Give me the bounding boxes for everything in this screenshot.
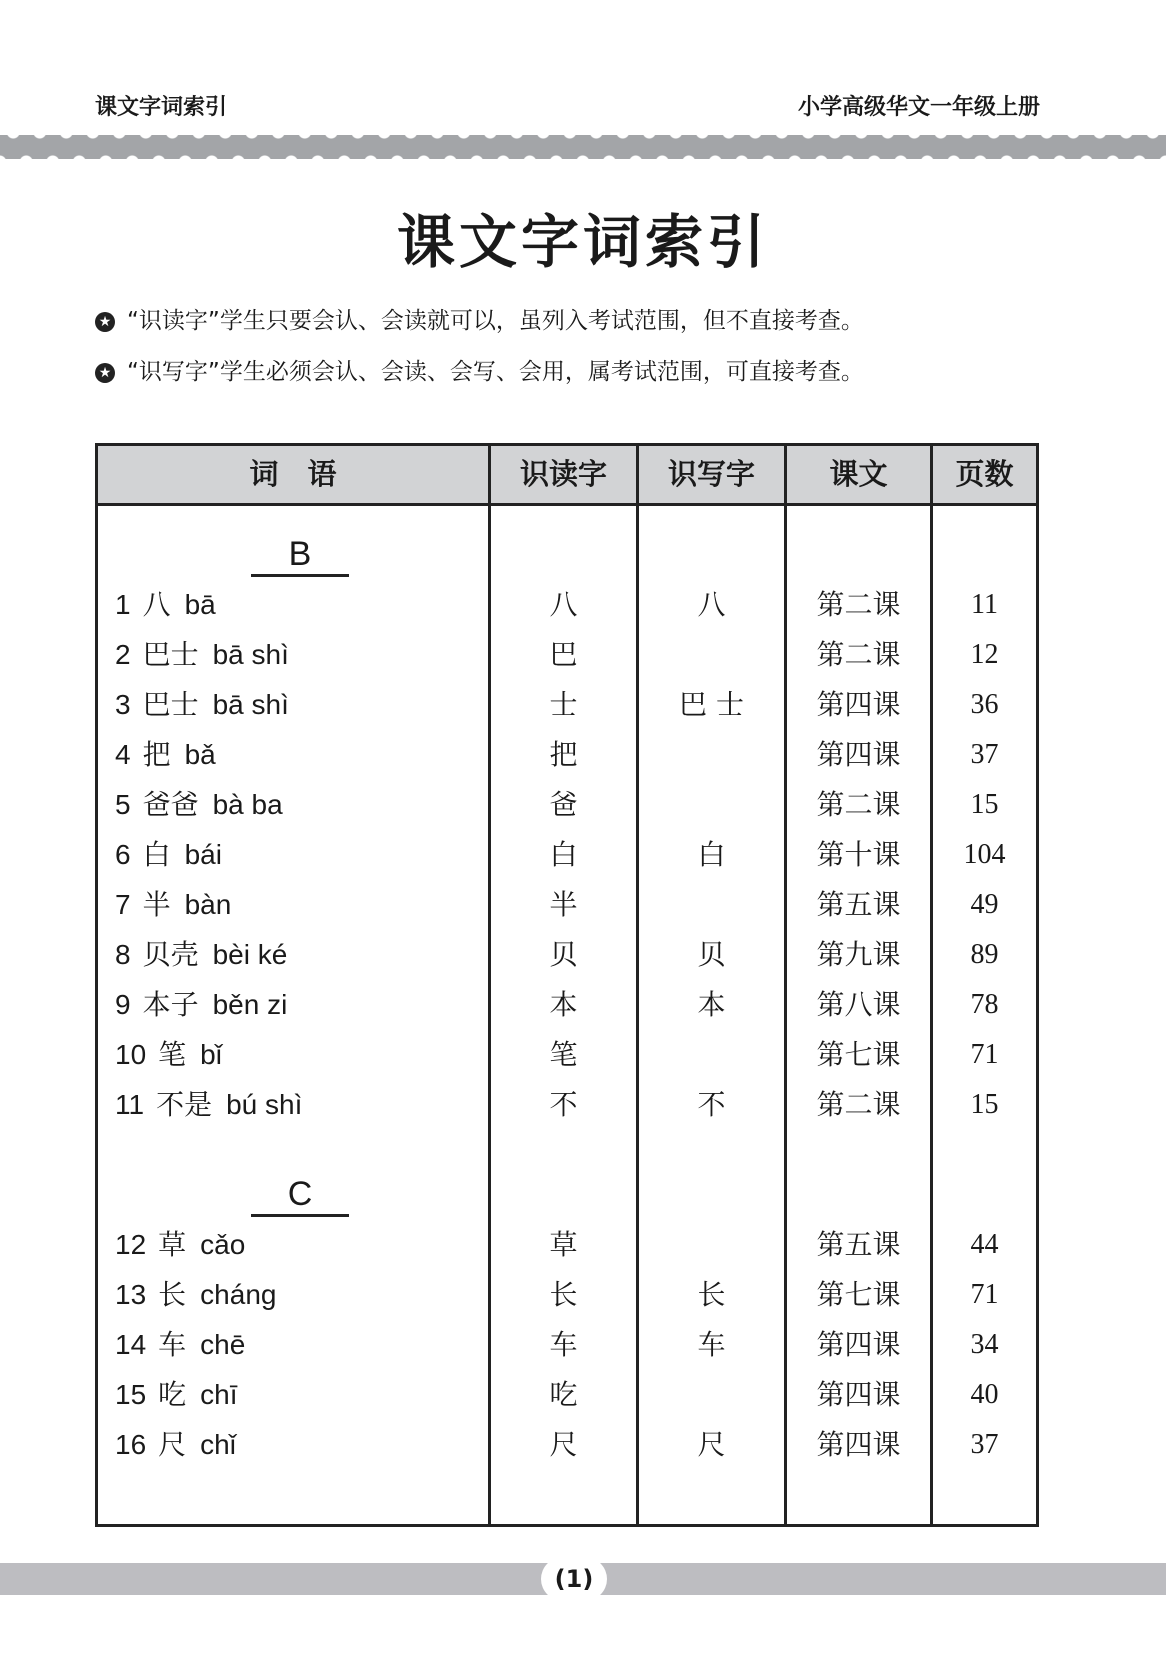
reading-char-cell: 本 (549, 988, 578, 1021)
word-cell (115, 580, 216, 630)
reading-char-cell: 爸 (549, 788, 578, 821)
col-header-writing-chars: 识写字 (667, 457, 755, 491)
table-row (98, 880, 1036, 930)
section-heading (98, 1130, 1036, 1220)
table-header (98, 446, 1036, 506)
lesson-cell: 第十课 (816, 838, 901, 871)
reading-char-cell: 巴 (549, 638, 578, 671)
entry-word: 笔 (158, 1038, 187, 1071)
writing-char-cell: 车 (697, 1328, 726, 1361)
entry-word: 不是 (156, 1088, 213, 1121)
entry-number: 1 (115, 589, 131, 620)
entry-pinyin: cháng (200, 1279, 277, 1310)
table-row (98, 1270, 1036, 1320)
word-index-table (95, 443, 1039, 1527)
entry-number: 5 (115, 789, 131, 820)
entry-pinyin: chī (200, 1379, 238, 1410)
entry-pinyin: bǎ (184, 739, 216, 770)
entry-pinyin: chǐ (200, 1429, 236, 1460)
word-cell (115, 1030, 222, 1080)
section-letter: C (251, 1174, 349, 1217)
word-cell (115, 630, 289, 680)
word-cell (115, 780, 283, 830)
note-writing-chars (95, 353, 864, 386)
entry-word: 草 (158, 1228, 187, 1261)
table-row (98, 1080, 1036, 1130)
table-row (98, 1220, 1036, 1270)
entry-pinyin: bèi ké (212, 939, 288, 970)
entry-pinyin: chē (200, 1329, 246, 1360)
entry-pinyin: bā (184, 589, 216, 620)
decorative-wave-band (0, 135, 1166, 159)
lesson-cell: 第二课 (816, 1088, 901, 1121)
entry-word: 尺 (158, 1428, 187, 1461)
word-cell (115, 980, 287, 1030)
page-cell: 15 (970, 789, 999, 820)
page-cell: 37 (970, 1429, 999, 1460)
entry-number: 16 (115, 1429, 147, 1460)
entry-word: 车 (158, 1328, 187, 1361)
word-cell (115, 1320, 245, 1370)
table-row (98, 1320, 1036, 1370)
reading-char-cell: 半 (549, 888, 578, 921)
section-heading (98, 528, 1036, 580)
lesson-cell: 第四课 (816, 1328, 901, 1361)
reading-char-cell: 士 (549, 688, 578, 721)
entry-number: 10 (115, 1039, 147, 1070)
entry-word: 巴士 (142, 638, 199, 671)
word-cell (115, 730, 216, 780)
col-header-reading-chars: 识读字 (519, 457, 607, 491)
lesson-cell: 第五课 (816, 888, 901, 921)
entry-number: 14 (115, 1329, 147, 1360)
page-cell: 36 (970, 689, 999, 720)
word-cell (115, 1080, 302, 1130)
note-text: “识写字”学生必须会认、会读、会写、会用，属考试范围，可直接考查。 (127, 359, 864, 385)
entry-number: 3 (115, 689, 131, 720)
table-row (98, 830, 1036, 880)
writing-char-cell: 八 (697, 588, 726, 621)
table-body (98, 506, 1036, 1470)
table-row (98, 1370, 1036, 1420)
entry-word: 本子 (142, 988, 199, 1021)
entry-pinyin: běn zi (212, 989, 288, 1020)
reading-char-cell: 把 (549, 738, 578, 771)
lesson-cell: 第四课 (816, 1378, 901, 1411)
word-cell (115, 830, 222, 880)
entry-word: 八 (142, 588, 171, 621)
lesson-cell: 第九课 (816, 938, 901, 971)
page-cell: 44 (970, 1229, 999, 1260)
page-cell: 11 (971, 589, 998, 620)
reading-char-cell: 草 (549, 1228, 578, 1261)
reading-char-cell: 尺 (549, 1428, 578, 1461)
word-cell (115, 1370, 238, 1420)
entry-number: 15 (115, 1379, 147, 1410)
reading-char-cell: 吃 (549, 1378, 578, 1411)
word-cell (115, 880, 231, 930)
note-reading-chars (95, 302, 864, 335)
entry-pinyin: bàn (184, 889, 232, 920)
entry-pinyin: bú shì (226, 1089, 303, 1120)
entry-word: 半 (142, 888, 171, 921)
lesson-cell: 第五课 (816, 1228, 901, 1261)
entry-word: 贝壳 (142, 938, 199, 971)
reading-char-cell: 八 (549, 588, 578, 621)
col-header-words: 词 语 (249, 457, 337, 491)
writing-char-cell: 长 (697, 1278, 726, 1311)
page-cell: 12 (970, 639, 999, 670)
col-header-lesson: 课文 (829, 457, 888, 491)
page-cell: 37 (970, 739, 999, 770)
word-cell (115, 1220, 245, 1270)
table-row (98, 630, 1036, 680)
word-cell (115, 680, 289, 730)
entry-pinyin: bà ba (212, 789, 283, 820)
entry-number: 9 (115, 989, 131, 1020)
entry-word: 巴士 (142, 688, 199, 721)
entry-word: 白 (142, 838, 171, 871)
table-row (98, 1030, 1036, 1080)
reading-char-cell: 白 (549, 838, 578, 871)
entry-word: 吃 (158, 1378, 187, 1411)
page-cell: 78 (970, 989, 999, 1020)
col-header-page: 页数 (955, 457, 1014, 491)
word-cell (115, 1420, 236, 1470)
reading-char-cell: 笔 (549, 1038, 578, 1071)
writing-char-cell: 尺 (697, 1428, 726, 1461)
reading-char-cell: 车 (549, 1328, 578, 1361)
lesson-cell: 第七课 (816, 1278, 901, 1311)
writing-char-cell: 巴 士 (679, 688, 744, 721)
entry-number: 2 (115, 639, 131, 670)
lesson-cell: 第二课 (816, 788, 901, 821)
writing-char-cell: 白 (697, 838, 726, 871)
entry-number: 8 (115, 939, 131, 970)
entry-word: 爸爸 (142, 788, 199, 821)
word-cell (115, 930, 287, 980)
page-cell: 104 (963, 839, 1006, 870)
writing-char-cell: 贝 (697, 938, 726, 971)
entry-number: 13 (115, 1279, 147, 1310)
page-cell: 49 (970, 889, 999, 920)
lesson-cell: 第二课 (816, 588, 901, 621)
table-row (98, 780, 1036, 830)
entry-number: 7 (115, 889, 131, 920)
entry-word: 长 (158, 1278, 187, 1311)
entry-pinyin: bǐ (200, 1039, 222, 1070)
page-cell: 89 (970, 939, 999, 970)
reading-char-cell: 贝 (549, 938, 578, 971)
page-cell: 40 (970, 1379, 999, 1410)
table-row (98, 980, 1036, 1030)
lesson-cell: 第七课 (816, 1038, 901, 1071)
entry-number: 12 (115, 1229, 147, 1260)
page-cell: 71 (970, 1039, 999, 1070)
lesson-cell: 第二课 (816, 638, 901, 671)
table-row (98, 1420, 1036, 1470)
page-cell: 71 (970, 1279, 999, 1310)
entry-word: 把 (142, 738, 171, 771)
writing-char-cell: 不 (697, 1088, 726, 1121)
entry-number: 4 (115, 739, 131, 770)
entry-pinyin: bā shì (212, 639, 289, 670)
page-cell: 34 (970, 1329, 999, 1360)
note-text: “识读字”学生只要会认、会读就可以，虽列入考试范围，但不直接考查。 (127, 308, 864, 334)
star-bullet-icon: ★ (95, 312, 115, 332)
word-cell (115, 1270, 276, 1320)
star-bullet-icon: ★ (95, 363, 115, 383)
writing-char-cell: 本 (697, 988, 726, 1021)
table-row (98, 930, 1036, 980)
lesson-cell: 第四课 (816, 738, 901, 771)
table-row (98, 680, 1036, 730)
reading-char-cell: 不 (549, 1088, 578, 1121)
page-number: (1) (541, 1557, 607, 1601)
running-header-left: 课文字词索引 (95, 95, 228, 120)
page-cell: 15 (970, 1089, 999, 1120)
section-letter: B (251, 534, 349, 577)
reading-char-cell: 长 (549, 1278, 578, 1311)
entry-pinyin: bā shì (212, 689, 289, 720)
page-title: 课文字词索引 (396, 208, 769, 276)
running-header-right: 小学高级华文一年级上册 (797, 95, 1040, 120)
lesson-cell: 第四课 (816, 688, 901, 721)
entry-number: 6 (115, 839, 131, 870)
lesson-cell: 第八课 (816, 988, 901, 1021)
table-row (98, 730, 1036, 780)
table-row (98, 580, 1036, 630)
entry-pinyin: cǎo (200, 1229, 246, 1260)
entry-pinyin: bái (184, 839, 222, 870)
lesson-cell: 第四课 (816, 1428, 901, 1461)
entry-number: 11 (115, 1089, 145, 1120)
